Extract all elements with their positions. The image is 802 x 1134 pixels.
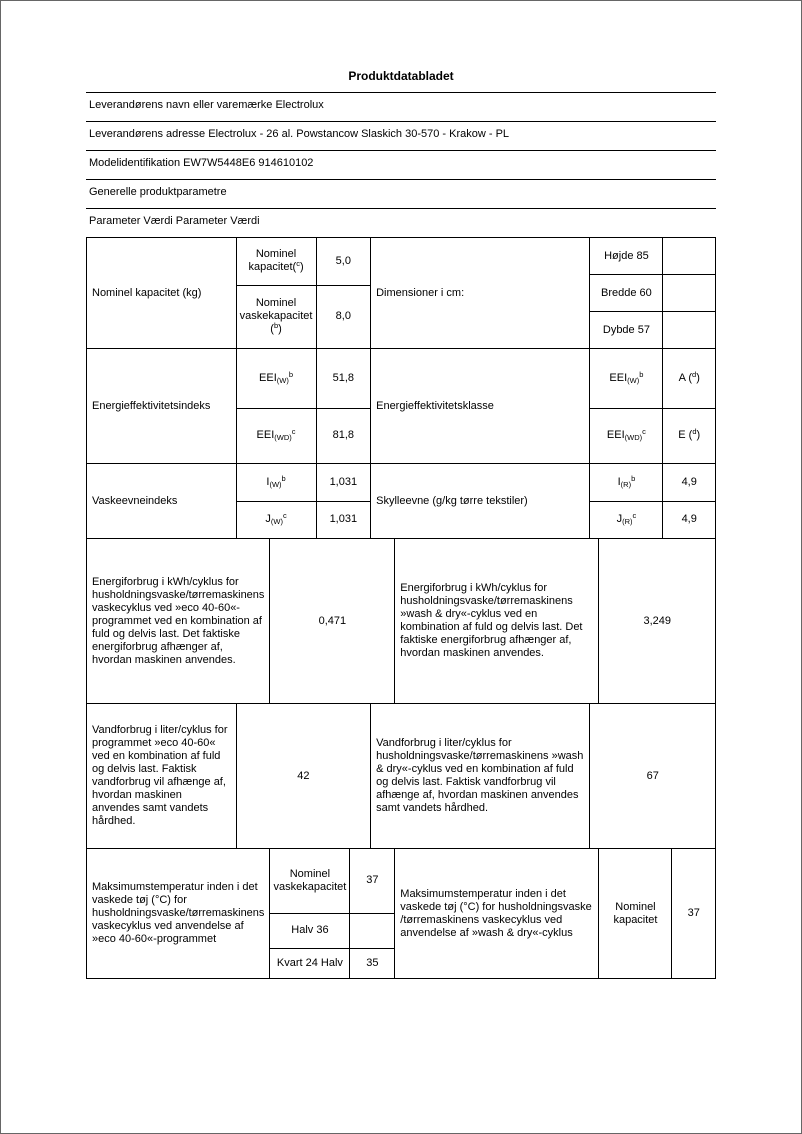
general-parameters-row: Generelle produktparametre xyxy=(86,179,716,208)
water-eco-subrow xyxy=(237,704,371,848)
max-temp-half-label: Halv 36 xyxy=(270,914,350,948)
param-water-consumption-washdry: Vandforbrug i liter/cyklus for husholdningsvaske/tørremaskinens »wash & dry«-cyklus ved en kombination af fuld og delvis last. Faktisk vandforbrug vil afhænge af, hvordan maskinen anvendes samt vandets hårdhed. xyxy=(371,704,590,848)
wash-index-subrow xyxy=(237,464,371,501)
max-temp-rated-value: 37 xyxy=(366,874,379,887)
jr-value: 4,9 xyxy=(681,513,697,526)
wash-index-subrow xyxy=(237,501,371,539)
dimension-height-label: Højde 85 xyxy=(590,238,663,274)
jw-label: $J_{(W)}^c$ xyxy=(237,502,317,539)
param-water-consumption-eco: Vandforbrug i liter/cyklus for programmet »eco 40-60« ved en kombination af fuld og delvis last. Faktisk vandforbrug vil afhænge af, hvordan maskinen anvendes samt vandets hårdhed. xyxy=(87,704,237,848)
param-energy-efficiency-index: Energieffektivitetsindeks xyxy=(87,349,237,463)
max-temp-washdry-subtable xyxy=(599,849,715,978)
eei-subrow xyxy=(237,349,371,408)
dimension-depth-value xyxy=(663,312,715,348)
eei-class-subrow xyxy=(590,349,715,408)
capacity-label: Nominel kapacitet($^c$) xyxy=(237,238,317,285)
dimension-subrow xyxy=(590,311,715,348)
max-temp-half-value xyxy=(350,914,394,948)
page-title: Produktdatabladet xyxy=(348,69,454,83)
iw-label: $I_{(W)}^b$ xyxy=(237,464,317,501)
dimension-width-value xyxy=(663,275,715,311)
water-washdry-value: 67 xyxy=(646,769,659,782)
table-row-energy-consumption xyxy=(87,538,715,703)
max-temp-washdry-subrow xyxy=(599,849,715,978)
eei-class-wd-label: $EEI_{(WD)}^c$ xyxy=(590,409,663,463)
max-temp-washdry-label: Nominel kapacitet xyxy=(599,849,672,978)
energy-eco-subrow xyxy=(270,539,394,703)
table-row-nominal-capacity xyxy=(87,238,715,348)
param-energy-consumption-eco: Energiforbrug i kWh/cyklus for husholdningsvaske/tørremaskinens vaskecyklus ved »eco 40-60«-programmet ved en kombination af fuld og delvis last. Det faktiske energiforbrug afhænger af, hvordan maskinen anvendes. xyxy=(87,539,270,703)
dimension-depth-label: Dybde 57 xyxy=(590,312,663,348)
max-temp-subtable xyxy=(270,849,395,978)
param-energy-consumption-washdry: Energiforbrug i kWh/cyklus for husholdningsvaske/tørremaskinens »wash & dry«-cyklus ved en kombination af fuld og delvis last. Det faktiske energiforbrug afhænger af, hvordan maskinen anvendes. xyxy=(395,539,599,703)
energy-eco-cell-group xyxy=(270,539,395,703)
eei-w-label: $EEI_{(W)}^b$ xyxy=(237,349,317,408)
ir-label: $I_{(R)}^b$ xyxy=(590,464,663,501)
wash-capacity-label: Nominel vaskekapacitet ($^b$) xyxy=(237,286,317,348)
eei-class-subtable xyxy=(590,349,715,463)
dimension-height-value xyxy=(663,238,715,274)
energy-washdry-subrow xyxy=(599,539,715,703)
max-temp-washdry-value: 37 xyxy=(687,907,700,919)
max-temp-subrow xyxy=(270,913,394,948)
water-eco-value: 42 xyxy=(297,769,310,782)
eei-wd-label: $EEI_{(WD)}^c$ xyxy=(237,409,317,463)
supplier-name-row: Leverandørens navn eller varemærke Electrolux xyxy=(86,92,716,121)
dimension-width-label: Bredde 60 xyxy=(590,275,663,311)
iw-value: 1,031 xyxy=(329,475,358,488)
energy-eco-value: 0,471 xyxy=(318,614,347,627)
max-temp-subrow xyxy=(270,849,394,913)
capacity-subrow xyxy=(237,285,371,348)
ir-value: 4,9 xyxy=(681,475,697,488)
rinse-subrow xyxy=(590,464,715,501)
eei-subrow xyxy=(237,408,371,463)
param-max-temperature-eco: Maksimumstemperatur inden i det vaskede tøj (°C) for husholdningsvaske/tørremaskinens vaskecyklus ved anvendelse af »eco 40-60«-programmet xyxy=(87,849,270,978)
water-eco-cell-group xyxy=(237,704,372,848)
param-nominal-capacity: Nominel kapacitet (kg) xyxy=(87,238,237,348)
param-dimensions: Dimensioner i cm: xyxy=(371,238,590,348)
rinse-subrow xyxy=(590,501,715,539)
max-temp-rated-label: Nominel vaskekapacitet xyxy=(270,849,350,913)
dimension-subrow xyxy=(590,274,715,311)
wash-index-subtable xyxy=(237,464,372,538)
max-temp-quarter-label: Kvart 24 Halv xyxy=(270,949,350,978)
water-washdry-subrow xyxy=(590,704,715,848)
eei-class-wd-value: E ($^d$) xyxy=(678,427,701,442)
dimension-subrow xyxy=(590,238,715,274)
parameter-header-row: Parameter Værdi Parameter Værdi xyxy=(86,208,716,237)
eei-w-value: 51,8 xyxy=(332,371,355,384)
water-washdry-cell-group xyxy=(590,704,715,848)
capacity-subrow xyxy=(237,238,371,285)
max-temp-quarter-value: 35 xyxy=(366,956,379,969)
eei-class-subrow xyxy=(590,408,715,463)
dimensions-subtable xyxy=(590,238,715,348)
capacity-subtable xyxy=(237,238,372,348)
product-datasheet xyxy=(86,69,716,979)
energy-washdry-value: 3,249 xyxy=(643,614,671,627)
eei-class-w-value: A ($^d$) xyxy=(678,369,700,384)
table-row-max-temperature xyxy=(87,848,715,978)
table-row-water-consumption xyxy=(87,703,715,848)
param-energy-efficiency-class: Energieffektivitetsklasse xyxy=(371,349,590,463)
supplier-address-row: Leverandørens adresse Electrolux - 26 al. Powstancow Slaskich 30-570 - Krakow - PL xyxy=(86,121,716,150)
product-parameters-table xyxy=(86,237,716,979)
eei-subtable xyxy=(237,349,372,463)
capacity-value: 5,0 xyxy=(335,254,351,267)
rinse-subtable xyxy=(590,464,715,538)
energy-washdry-cell-group xyxy=(599,539,715,703)
eei-wd-value: 81,8 xyxy=(332,429,355,442)
param-wash-performance-index: Vaskeevneindeks xyxy=(87,464,237,538)
param-max-temperature-washdry: Maksimumstemperatur inden i det vaskede tøj (°C) for husholdningsvaske /tørremaskinens vaskecyklus ved anvendelse af »wash & dry«-cyklus xyxy=(395,849,599,978)
param-rinsing-effectiveness: Skylleevne (g/kg tørre tekstiler) xyxy=(371,464,590,538)
max-temp-subrow xyxy=(270,948,394,978)
wash-capacity-value: 8,0 xyxy=(335,310,351,323)
jr-label: $J_{(R)}^c$ xyxy=(590,502,663,539)
jw-value: 1,031 xyxy=(329,513,358,526)
model-identifier-row: Modelidentifikation EW7W5448E6 914610102 xyxy=(86,150,716,179)
table-row-wash-index xyxy=(87,463,715,538)
table-row-energy-efficiency xyxy=(87,348,715,463)
eei-class-w-label: $EEI_{(W)}^b$ xyxy=(590,349,663,408)
